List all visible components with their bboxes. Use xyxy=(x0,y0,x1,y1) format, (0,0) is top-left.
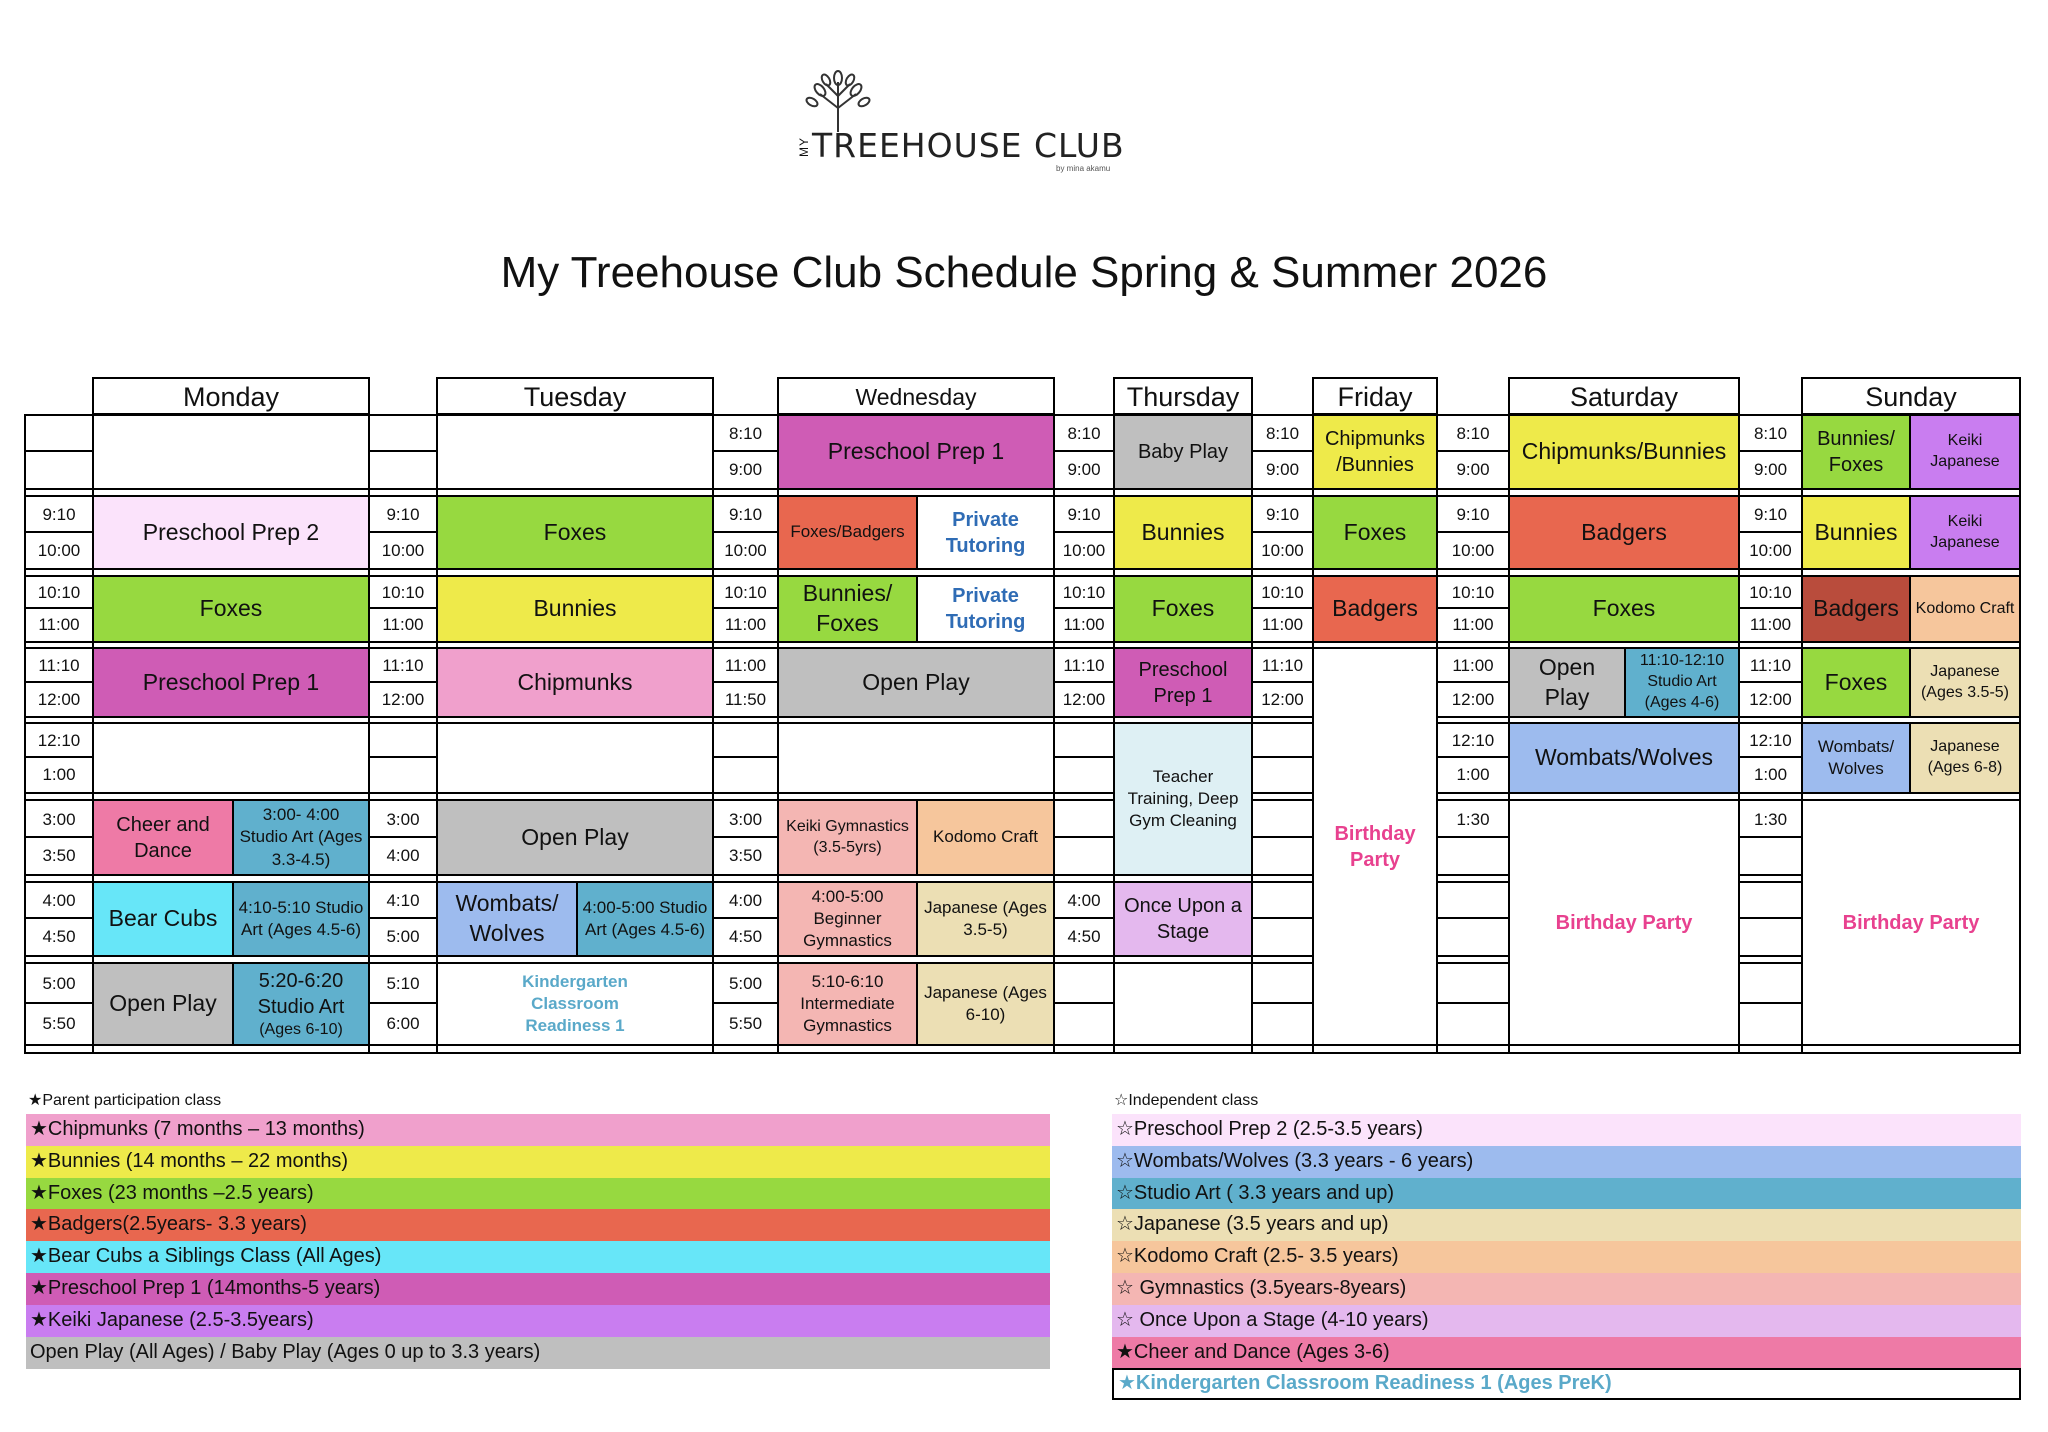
monday-foxes[interactable]: Foxes xyxy=(94,577,368,641)
tuesday-studio-art[interactable]: 4:00-5:00 Studio Art (Ages 4.5-6) xyxy=(576,883,712,955)
time-label: 1:00 xyxy=(1740,758,1801,792)
time-label: 4:50 xyxy=(26,919,92,955)
saturday-wombats-wolves[interactable]: Wombats/Wolves xyxy=(1510,724,1738,792)
legend-item: ☆Preschool Prep 2 (2.5-3.5 years) xyxy=(1112,1114,2021,1146)
sunday-keiki-japanese-1[interactable]: Keiki Japanese xyxy=(1909,416,2019,488)
time-label: 9:10 xyxy=(1438,497,1508,533)
grid-line xyxy=(24,641,2021,643)
sunday-japanese-1[interactable]: Japanese (Ages 3.5-5) xyxy=(1909,649,2019,716)
legend-item: ★Bear Cubs a Siblings Class (All Ages) xyxy=(26,1241,1050,1273)
time-label: 12:00 xyxy=(1740,683,1801,716)
page-title: My Treehouse Club Schedule Spring & Summer 2026 xyxy=(500,248,1548,297)
time-label: 10:00 xyxy=(370,533,436,568)
time-label: 4:00 xyxy=(26,883,92,919)
legend-item: ☆Kodomo Craft (2.5- 3.5 years) xyxy=(1112,1241,2021,1273)
time-label: 11:10 xyxy=(1055,649,1113,683)
thursday-baby-play[interactable]: Baby Play xyxy=(1115,416,1251,488)
time-label: 10:10 xyxy=(1055,577,1113,609)
time-label: 4:10 xyxy=(370,883,436,919)
wednesday-private-tutoring-2[interactable]: Private Tutoring xyxy=(916,577,1053,641)
time-label: 5:00 xyxy=(26,964,92,1004)
saturday-open-play[interactable]: Open Play xyxy=(1510,649,1624,716)
time-label: 11:00 xyxy=(714,649,777,683)
monday-studio-art-1[interactable]: 3:00- 4:00 Studio Art (Ages 3.3-4.5) xyxy=(232,801,368,874)
time-label xyxy=(1438,1004,1508,1044)
time-label xyxy=(370,416,436,452)
time-label xyxy=(1740,838,1801,874)
wednesday-bunnies-foxes[interactable]: Bunnies/ Foxes xyxy=(779,577,916,641)
time-label xyxy=(1438,919,1508,955)
time-label: 11:10 xyxy=(1253,649,1312,683)
legend-item: ★Kindergarten Classroom Readiness 1 (Ages PreK) xyxy=(1112,1368,2021,1400)
day-header-monday: Monday xyxy=(92,377,370,415)
friday-badgers[interactable]: Badgers xyxy=(1314,577,1436,641)
time-label: 11:00 xyxy=(714,609,777,641)
time-label: 8:10 xyxy=(1740,416,1801,452)
wednesday-beginner-gymnastics[interactable]: 4:00-5:00 Beginner Gymnastics xyxy=(779,883,916,955)
time-label xyxy=(1438,883,1508,919)
time-label xyxy=(1253,724,1312,758)
time-label: 3:00 xyxy=(370,801,436,838)
time-label xyxy=(1055,1004,1113,1044)
time-label xyxy=(1740,919,1801,955)
time-label: 5:00 xyxy=(714,964,777,1004)
time-label: 3:50 xyxy=(26,838,92,874)
tuesday-kindergarten-readiness[interactable]: Kindergarten Classroom Readiness 1 xyxy=(438,964,712,1044)
time-label: 12:10 xyxy=(1740,724,1801,758)
wednesday-open-play[interactable]: Open Play xyxy=(779,649,1053,716)
time-label xyxy=(714,724,777,758)
time-label xyxy=(1253,838,1312,874)
saturday-badgers[interactable]: Badgers xyxy=(1510,497,1738,568)
logo xyxy=(797,68,1138,173)
time-label: 11:50 xyxy=(714,683,777,716)
time-label: 1:00 xyxy=(26,758,92,792)
time-label xyxy=(714,758,777,792)
legend-item: ☆ Once Upon a Stage (4-10 years) xyxy=(1112,1305,2021,1337)
time-label: 12:00 xyxy=(370,683,436,716)
saturday-foxes[interactable]: Foxes xyxy=(1510,577,1738,641)
friday-chipmunks-bunnies[interactable]: Chipmunks /Bunnies xyxy=(1314,416,1436,488)
legend-item: ★Keiki Japanese (2.5-3.5years) xyxy=(26,1305,1050,1337)
thursday-bunnies[interactable]: Bunnies xyxy=(1115,497,1251,568)
time-label: 9:00 xyxy=(1740,452,1801,488)
time-label: 12:00 xyxy=(26,683,92,716)
grid-line xyxy=(24,1044,2021,1046)
wednesday-private-tutoring-1[interactable]: Private Tutoring xyxy=(916,497,1053,568)
legend-item: ☆Japanese (3.5 years and up) xyxy=(1112,1209,2021,1241)
legend-item: ★Bunnies (14 months – 22 months) xyxy=(26,1146,1050,1178)
logo-subtext: by mina akamu xyxy=(1056,164,1111,173)
time-label: 8:10 xyxy=(1055,416,1113,452)
logo-text: TREEHOUSE CLUB xyxy=(812,126,1125,165)
time-label xyxy=(1253,883,1312,919)
grid-line xyxy=(24,716,2021,718)
time-label xyxy=(1438,838,1508,874)
wednesday-kodomo-craft[interactable]: Kodomo Craft xyxy=(916,801,1053,874)
logo-vertical-text: MY xyxy=(797,137,811,157)
monday-bear-cubs[interactable]: Bear Cubs xyxy=(94,883,232,955)
time-label: 10:00 xyxy=(1438,533,1508,568)
monday-studio-art-2[interactable]: 4:10-5:10 Studio Art (Ages 4.5-6) xyxy=(232,883,368,955)
tuesday-empty-slot-2 xyxy=(438,724,712,792)
legend-independent-heading: ☆Independent class xyxy=(1114,1092,1259,1109)
sunday-foxes[interactable]: Foxes xyxy=(1803,649,1909,716)
tuesday-foxes[interactable]: Foxes xyxy=(438,497,712,568)
legend-item: Open Play (All Ages) / Baby Play (Ages 0 up to 3.3 years) xyxy=(26,1337,1050,1369)
time-label: 1:30 xyxy=(1438,801,1508,838)
time-label xyxy=(1055,801,1113,838)
time-label: 9:10 xyxy=(1055,497,1113,533)
day-header-wednesday: Wednesday xyxy=(777,377,1055,415)
time-label: 9:00 xyxy=(1253,452,1312,488)
time-label: 3:00 xyxy=(26,801,92,838)
wednesday-empty-slot xyxy=(779,724,1053,792)
time-label: 5:50 xyxy=(714,1004,777,1044)
legend-parent-heading: ★Parent participation class xyxy=(28,1092,222,1109)
time-label: 10:10 xyxy=(26,577,92,609)
time-label: 10:10 xyxy=(1438,577,1508,609)
friday-birthday-party[interactable]: Birthday Party xyxy=(1314,649,1436,1044)
tuesday-wombats-wolves[interactable]: Wombats/ Wolves xyxy=(438,883,576,955)
time-label xyxy=(1438,964,1508,1004)
day-header-thursday: Thursday xyxy=(1113,377,1253,415)
tuesday-chipmunks[interactable]: Chipmunks xyxy=(438,649,712,716)
legend-item: ★Cheer and Dance (Ages 3-6) xyxy=(1112,1337,2021,1369)
time-label: 9:10 xyxy=(714,497,777,533)
grid-line xyxy=(24,488,2021,490)
time-label: 10:00 xyxy=(26,533,92,568)
tuesday-open-play[interactable]: Open Play xyxy=(438,801,712,874)
thursday-once-upon-a-stage[interactable]: Once Upon a Stage xyxy=(1115,883,1251,955)
time-label xyxy=(370,452,436,488)
time-label xyxy=(1253,801,1312,838)
monday-empty-slot-2 xyxy=(94,724,368,792)
monday-studio-art-3-ages: (Ages 6-10) xyxy=(259,1020,343,1038)
grid-line xyxy=(24,568,2021,570)
sunday-birthday-party[interactable]: Birthday Party xyxy=(1803,801,2019,1044)
time-label xyxy=(1253,1004,1312,1044)
monday-studio-art-3[interactable] xyxy=(232,964,368,1044)
time-label: 12:00 xyxy=(1438,683,1508,716)
thursday-teacher-training[interactable]: Teacher Training, Deep Gym Cleaning xyxy=(1115,724,1251,874)
time-label: 11:10 xyxy=(1740,649,1801,683)
time-label: 11:00 xyxy=(370,609,436,641)
legend-item: ☆Studio Art ( 3.3 years and up) xyxy=(1112,1178,2021,1210)
time-label: 11:00 xyxy=(1253,609,1312,641)
time-label: 11:00 xyxy=(26,609,92,641)
time-label: 5:50 xyxy=(26,1004,92,1044)
legend-item: ★Badgers(2.5years- 3.3 years) xyxy=(26,1209,1050,1241)
time-label xyxy=(1253,919,1312,955)
time-label xyxy=(370,724,436,758)
day-header-friday: Friday xyxy=(1312,377,1438,415)
time-label xyxy=(1055,964,1113,1004)
wednesday-intermediate-gymnastics[interactable]: 5:10-6:10 Intermediate Gymnastics xyxy=(779,964,916,1044)
time-label: 10:00 xyxy=(1055,533,1113,568)
time-label: 11:00 xyxy=(1055,609,1113,641)
time-label xyxy=(370,758,436,792)
time-label: 11:00 xyxy=(1438,609,1508,641)
legend-item: ★Chipmunks (7 months – 13 months) xyxy=(26,1114,1050,1146)
wednesday-preschool-prep-1[interactable]: Preschool Prep 1 xyxy=(779,416,1053,488)
time-label: 11:10 xyxy=(370,649,436,683)
sunday-bunnies-foxes[interactable]: Bunnies/ Foxes xyxy=(1803,416,1909,488)
time-label: 1:30 xyxy=(1740,801,1801,838)
legend-item: ☆Wombats/Wolves (3.3 years - 6 years) xyxy=(1112,1146,2021,1178)
time-label xyxy=(26,452,92,488)
time-label: 9:00 xyxy=(714,452,777,488)
tree-icon xyxy=(798,68,878,134)
time-label: 12:00 xyxy=(1253,683,1312,716)
time-label: 9:10 xyxy=(370,497,436,533)
sunday-keiki-japanese-2[interactable]: Keiki Japanese xyxy=(1909,497,2019,568)
tuesday-bunnies[interactable]: Bunnies xyxy=(438,577,712,641)
time-label xyxy=(1055,758,1113,792)
sunday-wombats-wolves[interactable]: Wombats/ Wolves xyxy=(1803,724,1909,792)
sunday-badgers[interactable]: Badgers xyxy=(1803,577,1909,641)
time-label: 3:00 xyxy=(714,801,777,838)
monday-open-play[interactable]: Open Play xyxy=(94,964,232,1044)
time-label: 6:00 xyxy=(370,1004,436,1044)
monday-preschool-prep-1[interactable]: Preschool Prep 1 xyxy=(94,649,368,716)
time-label: 5:10 xyxy=(370,964,436,1004)
time-label: 10:10 xyxy=(714,577,777,609)
time-label xyxy=(1253,758,1312,792)
time-label: 8:10 xyxy=(714,416,777,452)
thursday-preschool-prep-1[interactable]: Preschool Prep 1 xyxy=(1115,649,1251,716)
monday-studio-art-3-label: 5:20-6:20 Studio Art xyxy=(257,969,345,1018)
wednesday-foxes-badgers[interactable]: Foxes/Badgers xyxy=(779,497,916,568)
saturday-studio-art[interactable]: 11:10-12:10 Studio Art (Ages 4-6) xyxy=(1624,649,1738,716)
day-header-tuesday: Tuesday xyxy=(436,377,714,415)
time-label: 10:10 xyxy=(1253,577,1312,609)
friday-foxes[interactable]: Foxes xyxy=(1314,497,1436,568)
monday-cheer-and-dance[interactable]: Cheer and Dance xyxy=(94,801,232,874)
time-label: 8:10 xyxy=(1438,416,1508,452)
time-label: 10:10 xyxy=(1740,577,1801,609)
grid-line xyxy=(24,792,2021,794)
time-label: 9:10 xyxy=(1253,497,1312,533)
time-label: 9:00 xyxy=(1438,452,1508,488)
time-label: 12:10 xyxy=(26,724,92,758)
time-label: 10:00 xyxy=(1740,533,1801,568)
time-label: 1:00 xyxy=(1438,758,1508,792)
legend-item: ★Preschool Prep 1 (14months-5 years) xyxy=(26,1273,1050,1305)
time-label xyxy=(1740,883,1801,919)
time-label: 11:00 xyxy=(1740,609,1801,641)
time-label: 9:10 xyxy=(1740,497,1801,533)
time-label xyxy=(1055,724,1113,758)
time-label: 10:00 xyxy=(714,533,777,568)
time-label: 4:00 xyxy=(370,838,436,874)
legend-item: ☆ Gymnastics (3.5years-8years) xyxy=(1112,1273,2021,1305)
monday-preschool-prep-2[interactable]: Preschool Prep 2 xyxy=(94,497,368,568)
wednesday-keiki-gymnastics[interactable]: Keiki Gymnastics (3.5-5yrs) xyxy=(779,801,916,874)
time-label xyxy=(1253,964,1312,1004)
day-header-sunday: Sunday xyxy=(1801,377,2021,415)
time-label: 11:00 xyxy=(1438,649,1508,683)
time-label: 4:00 xyxy=(714,883,777,919)
wednesday-japanese-2[interactable]: Japanese (Ages 6-10) xyxy=(916,964,1053,1044)
time-label: 9:10 xyxy=(26,497,92,533)
thursday-empty-slot xyxy=(1115,964,1251,1044)
time-label: 4:50 xyxy=(1055,919,1113,955)
time-label: 10:00 xyxy=(1253,533,1312,568)
time-label: 4:50 xyxy=(714,919,777,955)
time-label: 12:00 xyxy=(1055,683,1113,716)
wednesday-japanese-1[interactable]: Japanese (Ages 3.5-5) xyxy=(916,883,1053,955)
time-label: 3:50 xyxy=(714,838,777,874)
legend-item: ★Foxes (23 months –2.5 years) xyxy=(26,1178,1050,1210)
sunday-kodomo-craft[interactable]: Kodomo Craft xyxy=(1909,577,2019,641)
time-label: 4:00 xyxy=(1055,883,1113,919)
time-label: 5:00 xyxy=(370,919,436,955)
sunday-bunnies[interactable]: Bunnies xyxy=(1803,497,1909,568)
time-label: 8:10 xyxy=(1253,416,1312,452)
time-label xyxy=(1740,1004,1801,1044)
tuesday-empty-slot xyxy=(438,416,712,488)
time-label xyxy=(1740,964,1801,1004)
time-label: 9:00 xyxy=(1055,452,1113,488)
time-label: 12:10 xyxy=(1438,724,1508,758)
monday-empty-slot xyxy=(94,416,368,488)
saturday-chipmunks-bunnies[interactable]: Chipmunks/Bunnies xyxy=(1510,416,1738,488)
saturday-birthday-party[interactable]: Birthday Party xyxy=(1510,801,1738,1044)
time-label xyxy=(1055,838,1113,874)
time-label xyxy=(26,416,92,452)
sunday-japanese-2[interactable]: Japanese (Ages 6-8) xyxy=(1909,724,2019,792)
time-label: 10:10 xyxy=(370,577,436,609)
thursday-foxes[interactable]: Foxes xyxy=(1115,577,1251,641)
day-header-saturday: Saturday xyxy=(1508,377,1740,415)
time-label: 11:10 xyxy=(26,649,92,683)
